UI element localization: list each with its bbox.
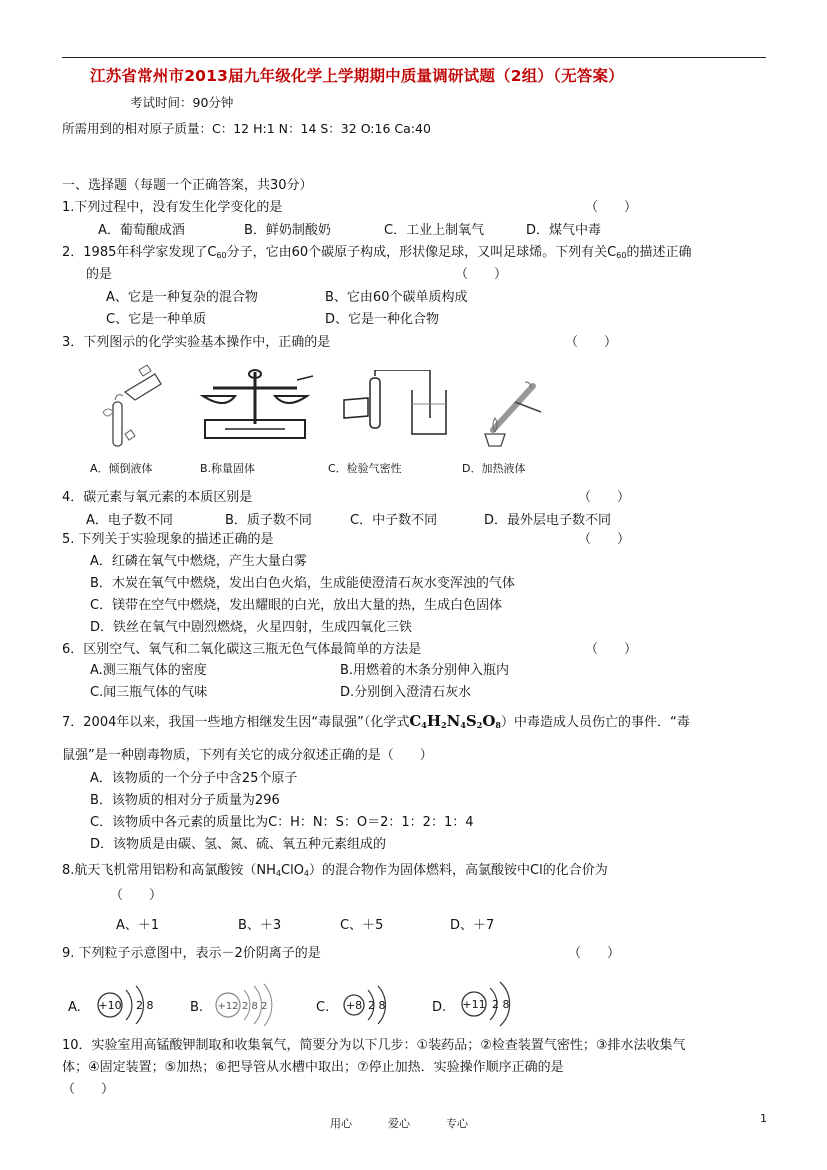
page-title: 江苏省常州市2013届九年级化学上学期期中质量调研试题（2组）（无答案） [90,67,624,85]
nucleus-b: +12 [217,1001,239,1012]
q6-stem: 6．区别空气、氧气和二氧化碳这三瓶无色气体最简单的方法是 [62,642,422,657]
q5-answer-blank: （ ） [578,532,631,547]
q5-option-c: C．镁带在空气中燃烧，发出耀眼的白光，放出大量的热，生成白色固体 [90,598,503,613]
q8-stem: 8.航天飞机常用铝粉和高氯酸铵$(NH_4ClO_4)$的混合物作为固体燃料，高氯酸铵中Cl的化合价为 [62,863,608,878]
q6-option-c: C.闻三瓶气体的气味 [90,685,208,700]
section-heading: 一、选择题（每题一个正确答案，共30分） [62,178,313,193]
q9-label-d: D. [432,1000,447,1015]
q10-line1: 10．实验室用高锰酸钾制取和收集氧气，简要分为以下几步：①装药品；②检查装置气密性；③排水法收集气 [62,1038,686,1053]
shells-c: 2 8 [368,999,386,1012]
q6-answer-blank: （ ） [585,642,638,657]
q7-option-d: D．该物质是由碳、氢、氮、硫、氧五种元素组成的 [90,837,387,852]
q9-stem: 9. 下列粒子示意图中，表示－2价阴离子的是 [62,946,321,961]
q9-label-c: C. [316,1000,330,1015]
ion-diagram-b [210,982,280,1028]
q5-option-a: A．红磷在氧气中燃烧，产生大量白雾 [90,554,307,569]
q3-caption-d: D．加热液体 [462,462,526,475]
nucleus-c: +8 [345,999,363,1012]
q8-option-d: D、＋7 [450,918,495,933]
q1-stem: 1.下列过程中，没有发生化学变化的是 [62,200,283,215]
pour-liquid-figure [95,362,165,452]
q3-answer-blank: （ ） [565,335,618,350]
q10-line2: 体；④固定装置；⑤加热；⑥把导管从水槽中取出；⑦停止加热．实验操作顺序正确的是 [62,1060,564,1075]
balance-figure [195,366,315,444]
page-number: 1 [760,1112,767,1125]
q4-option-c: C．中子数不同 [350,513,438,528]
shells-b: 2 8 2 [242,1001,268,1012]
q2-option-c: C、它是一种单质 [106,312,207,327]
q9-label-a: A. [68,1000,81,1015]
footer-text-3: 专心 [446,1117,468,1130]
q2-option-d: D、它是一种化合物 [325,312,440,327]
q7-option-a: A．该物质的一个分子中含25个原子 [90,771,298,786]
q2-stem: 2．1985年科学家发现了$C_{60}$分子，它由60个碳原子构成，形状像足球，又叫足球烯。下列有关$C_{60}$的描述正确 [62,245,692,260]
q2-stem-cont: 的是 [86,267,113,282]
q8-answer-blank: （ ） [110,888,163,903]
q7-stem-cont: 鼠强”是一种剧毒物质，下列有关它的成分叙述正确的是（ ） [62,748,433,763]
q3-stem: 3．下列图示的化学实验基本操作中，正确的是 [62,335,331,350]
header-rule [62,57,766,58]
q9-label-b: B. [190,1000,204,1015]
q4-option-d: D．最外层电子数不同 [484,513,612,528]
q2-option-a: A、它是一种复杂的混合物 [106,290,258,305]
q4-answer-blank: （ ） [578,490,631,505]
q7-stem: 7．2004年以来，我国一些地方相继发生因“毒鼠强”（化学式$C_4H_2N_4S_2O_8$）中毒造成人员伤亡的事件．“毒 [62,712,690,730]
q6-option-b: B.用燃着的木条分别伸入瓶内 [340,663,510,678]
q6-option-a: A.测三瓶气体的密度 [90,663,207,678]
q2-answer-blank: （ ） [455,267,508,282]
q9-answer-blank: （ ） [568,946,621,961]
q3-caption-b: B.称量固体 [200,462,256,475]
q4-option-b: B．质子数不同 [225,513,312,528]
q7-formula: $C_4H_2N_4S_2O_8$ [409,712,501,730]
heat-liquid-figure [475,372,550,448]
shells-d: 2 8 [492,998,510,1011]
q4-stem: 4．碳元素与氧元素的本质区别是 [62,490,253,505]
q5-option-b: B．木炭在氧气中燃烧，发出白色火焰，生成能使澄清石灰水变浑浊的气体 [90,576,515,591]
q10-line3: （ ） [62,1082,115,1097]
q4-option-a: A．电子数不同 [86,513,173,528]
nucleus-d: +11 [462,998,486,1011]
q3-caption-a: A．倾倒液体 [90,462,153,475]
q1-option-c: C．工业上制氧气 [384,223,485,238]
q8-option-c: C、＋5 [340,918,384,933]
ion-diagram-c [338,982,408,1028]
airtightness-figure [340,370,450,440]
q2-option-b: B、它由60个碳单质构成 [325,290,468,305]
nucleus-a: +10 [98,999,122,1012]
q8-option-b: B、＋3 [238,918,282,933]
footer-text-1: 用心 [330,1117,352,1130]
q3-caption-c: C．检验气密性 [328,462,402,475]
ion-diagram-d [456,976,526,1028]
q1-answer-blank: （ ） [585,200,638,215]
q6-option-d: D.分别倒入澄清石灰水 [340,685,472,700]
exam-time: 考试时间：90分钟 [130,95,234,110]
q1-option-d: D．煤气中毒 [526,223,602,238]
q8-option-a: A、＋1 [116,918,160,933]
shells-a: 2 8 [136,999,154,1012]
q7-option-c: C．该物质中各元素的质量比为C：H：N：S：O＝2：1：2：1：4 [90,815,474,830]
q1-option-a: A．葡萄酿成酒 [98,223,185,238]
q5-option-d: D．铁丝在氧气中剧烈燃烧，火星四射，生成四氧化三铁 [90,620,413,635]
q1-option-b: B．鲜奶制酸奶 [244,223,331,238]
footer-text-2: 爱心 [388,1117,410,1130]
atomic-masses: 所需用到的相对原子质量：C：12 H:1 N：14 S：32 O:16 Ca:40 [62,121,431,136]
q7-option-b: B．该物质的相对分子质量为296 [90,793,280,808]
ion-diagram-a [92,982,162,1028]
q5-stem: 5. 下列关于实验现象的描述正确的是 [62,532,274,547]
